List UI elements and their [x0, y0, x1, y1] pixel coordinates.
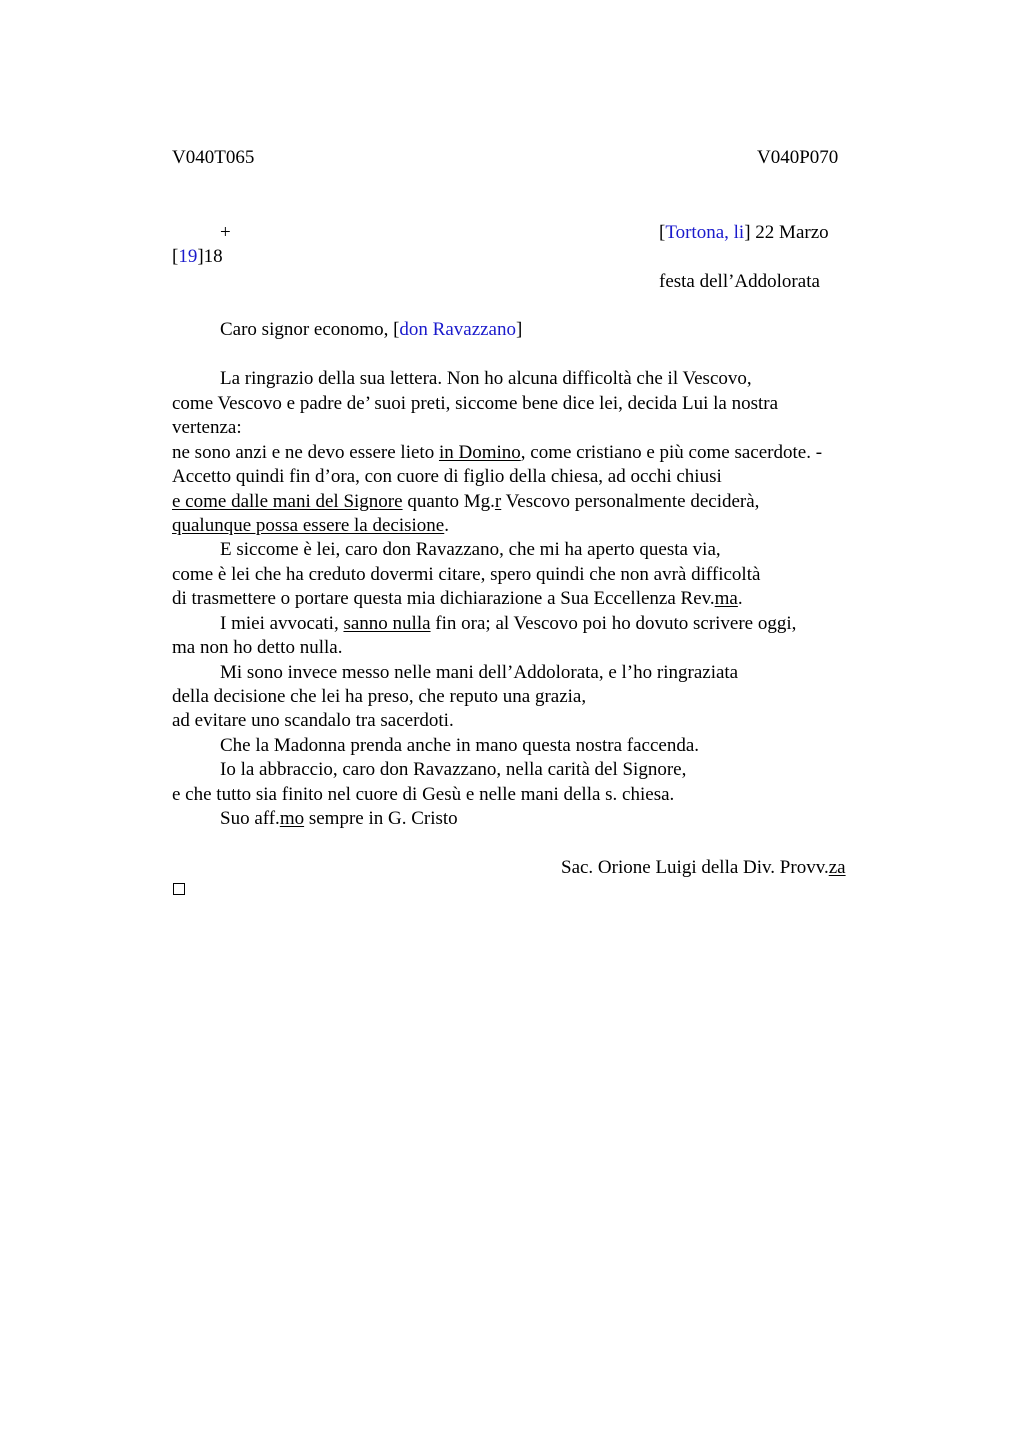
signature: Sac. Orione Luigi della Div. Provv.za: [561, 857, 846, 878]
left-code: V040T065: [172, 147, 255, 168]
body-line: ad evitare uno scandalo tra sacerdoti.: [172, 710, 454, 731]
right-code: V040P070: [757, 147, 839, 168]
body-line: come è lei che ha creduto dovermi citare, spero quindi che non avrà difficoltà: [172, 564, 761, 585]
body-line: Accetto quindi fin d’ora, con cuore di figlio della chiesa, ad occhi chiusi: [172, 466, 722, 487]
body-line: e come dalle mani del Signore quanto Mg.r Vescovo personalmente deciderà,: [172, 491, 760, 512]
year-century: 19: [178, 246, 198, 267]
closing-line: Suo aff.mo sempre in G. Cristo: [220, 808, 458, 829]
body-line: I miei avvocati, sanno nulla fin ora; al Vescovo poi ho dovuto scrivere oggi,: [220, 613, 797, 634]
body-line: E siccome è lei, caro don Ravazzano, che mi ha aperto questa via,: [220, 539, 721, 560]
body-line: Io la abbraccio, caro don Ravazzano, nella carità del Signore,: [220, 759, 687, 780]
salutation: Caro signor economo, [don Ravazzano]: [220, 319, 523, 340]
place-name: Tortona, li: [665, 222, 745, 243]
body-line: La ringrazio della sua lettera. Non ho alcuna difficoltà che il Vescovo,: [220, 368, 752, 389]
body-line: ne sono anzi e ne devo essere lieto in Domino, come cristiano e più come sacerdote. -: [172, 442, 823, 463]
body-line: della decisione che lei ha preso, che reputo una grazia,: [172, 686, 587, 707]
date-line: [Tortona, li] 22 Marzo: [659, 222, 829, 243]
body-line: qualunque possa essere la decisione.: [172, 515, 449, 536]
feast-line: festa dell’Addolorata: [659, 271, 820, 292]
body-line: Mi sono invece messo nelle mani dell’Addolorata, e l’ho ringraziata: [220, 662, 739, 683]
end-box-icon: [173, 883, 185, 895]
body-line: vertenza:: [172, 417, 242, 438]
cross-symbol: +: [220, 222, 231, 243]
body-line: di trasmettere o portare questa mia dichiarazione a Sua Eccellenza Rev.ma.: [172, 588, 743, 609]
year-line: [19]18: [172, 246, 223, 267]
body-line: come Vescovo e padre de’ suoi preti, siccome bene dice lei, decida Lui la nostra: [172, 393, 779, 414]
body-line: ma non ho detto nulla.: [172, 637, 343, 658]
recipient-name: don Ravazzano: [399, 319, 516, 340]
body-line: Che la Madonna prenda anche in mano questa nostra faccenda.: [220, 735, 700, 756]
body-line: e che tutto sia finito nel cuore di Gesù e nelle mani della s. chiesa.: [172, 784, 675, 805]
